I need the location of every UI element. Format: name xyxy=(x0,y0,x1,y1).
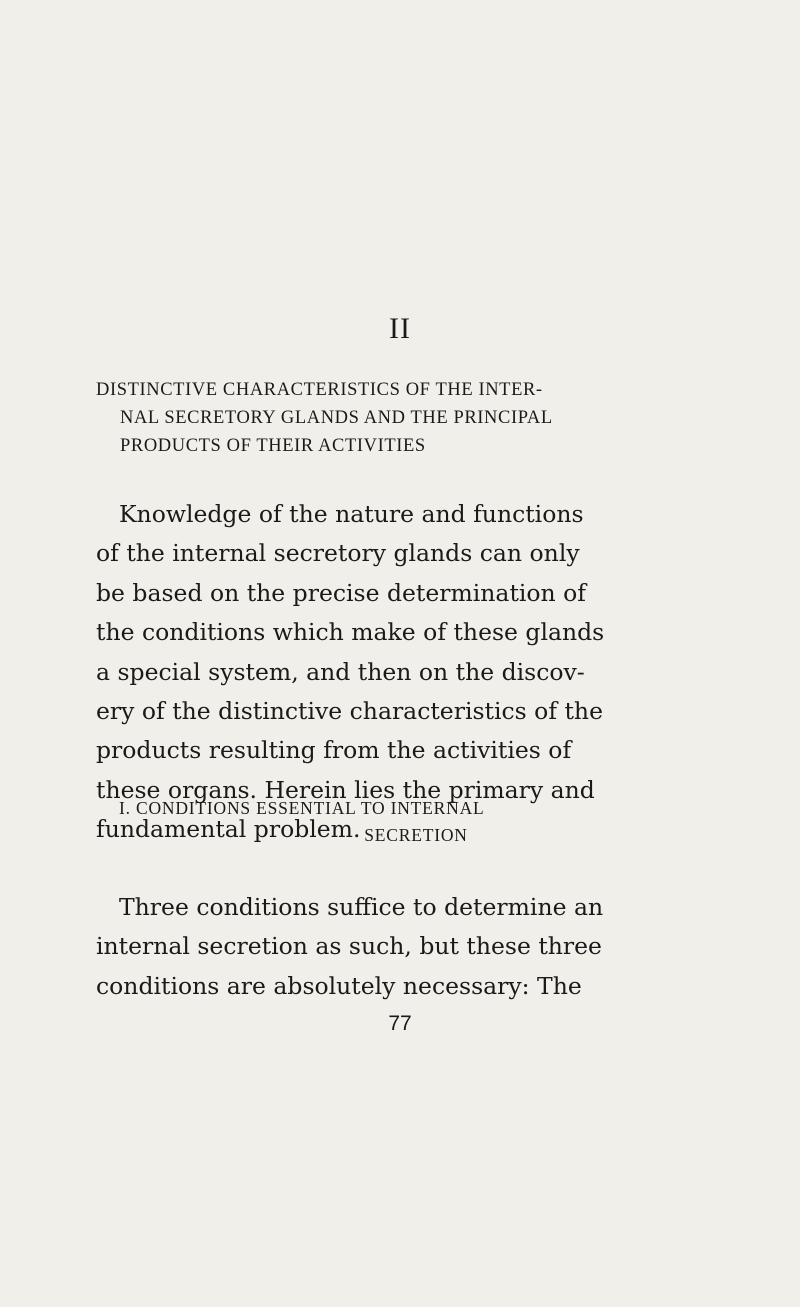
text-line: products resulting from the activities of xyxy=(96,736,572,765)
page-number: 77 xyxy=(388,1012,412,1035)
text-line: the conditions which make of these glands xyxy=(96,618,605,647)
text-line: Three conditions suffice to determine an xyxy=(119,893,604,921)
text-line: these organs. Herein lies the primary and xyxy=(96,775,595,804)
chapter-title-line: DISTINCTIVE CHARACTERISTICS OF THE INTER- xyxy=(96,380,543,400)
text-line: ery of the distinctive characteristics of the xyxy=(96,697,603,726)
text-line: be based on the precise determination of xyxy=(96,578,587,607)
chapter-title-line: PRODUCTS OF THEIR ACTIVITIES xyxy=(120,436,426,456)
section-heading-line: SECRETION xyxy=(364,825,468,845)
section-heading-line: I. CONDITIONS ESSENTIAL TO INTERNAL xyxy=(119,798,485,818)
text-line: Knowledge of the nature and functions xyxy=(119,500,584,528)
chapter-number: II xyxy=(389,312,411,345)
paragraph-2 xyxy=(96,888,736,1006)
text-line: internal secretion as such, but these three xyxy=(96,932,602,961)
section-heading xyxy=(96,795,736,849)
text-line: a special system, and then on the discov- xyxy=(96,657,585,686)
chapter-title-line: NAL SECRETORY GLANDS AND THE PRINCIPAL xyxy=(120,408,553,428)
text-line: fundamental problem. xyxy=(96,815,361,844)
text-line: conditions are absolutely necessary: The xyxy=(96,971,582,1000)
chapter-title xyxy=(96,376,736,460)
text-line: of the internal secretory glands can only xyxy=(96,539,580,568)
